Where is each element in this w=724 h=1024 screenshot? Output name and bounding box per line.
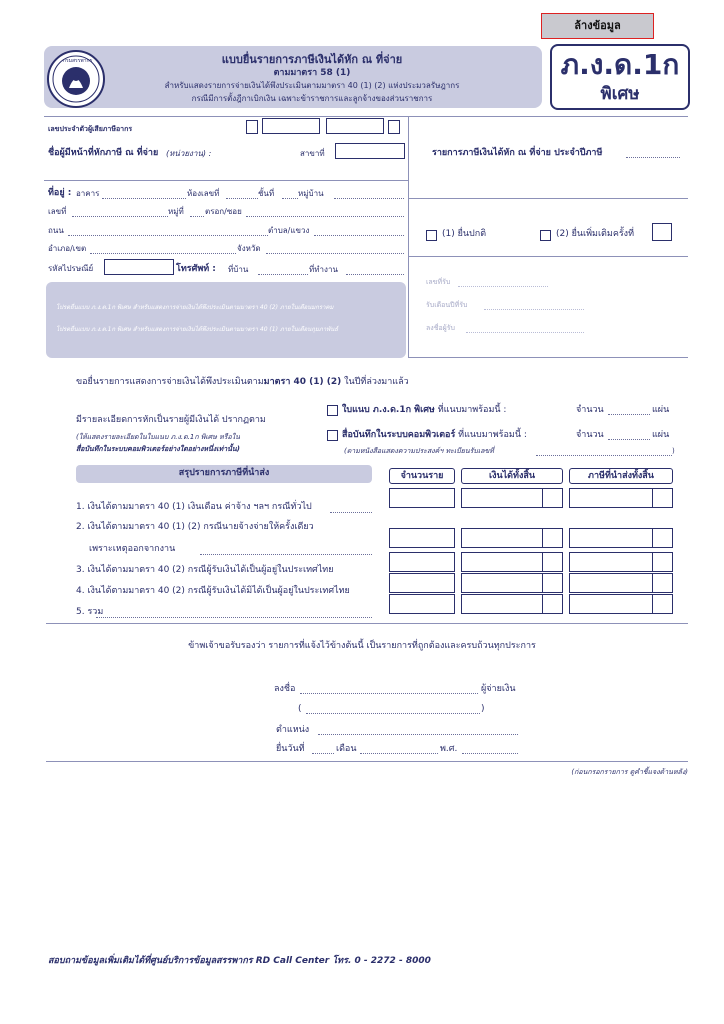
filing-notes-band <box>46 282 406 358</box>
footer-call-center: สอบถามข้อมูลเพิ่มเติมได้ที่ศูนย์บริการข้อมูลสรรพากร RD Call Center โทร. 0 - 2272 - 8000 <box>48 956 431 966</box>
summary-tax-cell[interactable] <box>569 552 673 572</box>
road-label: ถนน <box>48 226 64 235</box>
computer-media-checkbox[interactable] <box>327 430 338 441</box>
tax-id-label: เลขประจำตัวผู้เสียภาษีอากร <box>48 125 133 133</box>
summary-income-cell[interactable] <box>461 552 563 572</box>
branch-input[interactable] <box>335 143 405 159</box>
address-label: ที่อยู่ : <box>48 188 72 198</box>
office-phone-label: ที่ทำงาน <box>309 265 338 274</box>
frame-right-line-1 <box>408 198 688 199</box>
filing-note-1: โปรดยื่นแบบ ภ.ง.ด.1ก พิเศษ สำหรับแสดงการจ่ายเงินได้พึงประเมินตามมาตรา 40 (2) ภายในเดือนมกราคม <box>56 304 334 311</box>
frame-left-line <box>44 180 408 181</box>
media-sheets-field[interactable] <box>608 439 650 440</box>
subdistrict-label: ตำบล/แขวง <box>268 226 310 235</box>
summary-income-cell[interactable] <box>461 594 563 614</box>
additional-filing-count[interactable] <box>652 223 672 241</box>
printed-name-field[interactable] <box>306 713 480 714</box>
payer-name-hint: (หน่วยงาน) : <box>166 149 212 158</box>
office-phone-field[interactable] <box>346 274 404 275</box>
room-field[interactable] <box>226 198 258 199</box>
receipt-number-label: เลขที่รับ <box>426 278 451 286</box>
home-phone-label: ที่บ้าน <box>228 265 249 274</box>
computer-media-label: สื่อบันทึกในระบบคอมพิวเตอร์ ที่แนบมาพร้อมนี้ : <box>342 430 527 440</box>
building-label: อาคาร <box>76 189 100 198</box>
summary-row-label: 2. เงินได้ตามมาตรา 40 (1) (2) กรณีนายจ้างจ่ายให้ครั้งเดียว <box>76 522 314 532</box>
phone-label: โทรศัพท์ : <box>176 264 216 274</box>
additional-filing-label: (2) ยื่นเพิ่มเติมครั้งที่ <box>556 229 635 239</box>
payer-name-label: ชื่อผู้มีหน้าที่หักภาษี ณ ที่จ่าย <box>48 148 159 158</box>
media-amount-label: จำนวน <box>576 430 604 440</box>
frame-bottom-line <box>408 357 688 358</box>
summary-row-label: 1. เงินได้ตามมาตรา 40 (1) เงินเดือน ค่าจ้าง ฯลฯ กรณีทั่วไป <box>76 502 312 512</box>
moo-label: หมู่ที่ <box>168 207 184 216</box>
postcode-input[interactable] <box>104 259 174 275</box>
summary-tax-cell[interactable] <box>569 528 673 548</box>
instruction-note: (ก่อนกรอกรายการ ดูคำชี้แจงด้านหลัง) <box>571 768 688 776</box>
summary-income-cell[interactable] <box>461 488 563 508</box>
received-date-field <box>484 309 584 310</box>
receiver-field <box>466 332 584 333</box>
building-field[interactable] <box>102 198 186 199</box>
logo-text: กรมสรรพากร <box>63 58 93 64</box>
frame-right-line-2 <box>408 256 688 257</box>
certify-top-line <box>46 623 688 624</box>
form-description-1: สำหรับแสดงรายการจ่ายเงินได้พึงประเมินตามมาตรา 40 (1) (2) แห่งประมวลรัษฎากร <box>164 81 460 90</box>
form-code-special: พิเศษ <box>600 84 640 104</box>
frame-divider <box>408 116 409 358</box>
printed-name-close: ) <box>481 704 485 714</box>
summary-row-leader <box>96 617 372 618</box>
form-title: แบบยื่นรายการภาษีเงินได้หัก ณ ที่จ่าย <box>221 53 403 66</box>
printed-name-open: ( <box>298 704 302 714</box>
detail-hint-1: (ให้แสดงรายละเอียดในใบแนบ ภ.ง.ด.1ก พิเศษ หรือใน <box>76 433 240 441</box>
normal-filing-label: (1) ยื่นปกติ <box>442 229 487 239</box>
summary-count-cell[interactable] <box>389 528 455 548</box>
summary-count-cell[interactable] <box>389 488 455 508</box>
summary-count-cell[interactable] <box>389 594 455 614</box>
media-sheets-label: แผ่น <box>652 430 670 440</box>
home-phone-field[interactable] <box>258 274 308 275</box>
additional-filing-checkbox[interactable] <box>540 230 551 241</box>
payer-signature-label: ผู้จ่ายเงิน <box>481 684 516 694</box>
certify-bottom-line <box>46 761 688 762</box>
position-field[interactable] <box>318 734 518 735</box>
detail-statement: มีรายละเอียดการหักเป็นรายผู้มีเงินได้ ปรากฏตาม <box>76 415 266 425</box>
col-tax-header: ภาษีที่นำส่งทั้งสิ้น <box>569 468 673 484</box>
number-label: เลขที่ <box>48 207 67 216</box>
filed-day-field[interactable] <box>312 753 334 754</box>
postcode-label: รหัสไปรษณีย์ <box>48 264 94 273</box>
receipt-number-field <box>458 286 548 287</box>
position-label: ตำแหน่ง <box>276 725 310 735</box>
normal-filing-checkbox[interactable] <box>426 230 437 241</box>
signature-field[interactable] <box>300 693 478 694</box>
summary-tax-cell[interactable] <box>569 488 673 508</box>
filing-note-2: โปรดยื่นแบบ ภ.ง.ด.1ก พิเศษ สำหรับแสดงการจ่ายเงินได้พึงประเมินตามมาตรา 40 (1) ภายในเดือนกุมภาพันธ์ <box>56 326 338 333</box>
floor-label: ชั้นที่ <box>258 189 275 198</box>
receiver-label: ลงชื่อผู้รับ <box>426 324 455 332</box>
province-label: จังหวัด <box>237 244 261 253</box>
floor-field[interactable] <box>282 198 298 199</box>
attachment-sheets-field[interactable] <box>608 414 650 415</box>
form-code: ภ.ง.ด.1ก <box>560 48 680 81</box>
request-statement: ขอยื่นรายการแสดงการจ่ายเงินได้พึงประเมินตามมาตรา 40 (1) (2) ในปีที่ล่วงมาแล้ว <box>76 377 409 387</box>
col-count-header: จำนวนราย <box>389 468 455 484</box>
filed-month-label: เดือน <box>336 744 357 754</box>
summary-income-cell[interactable] <box>461 528 563 548</box>
subdistrict-field[interactable] <box>314 235 404 236</box>
tax-id-input[interactable] <box>246 118 404 133</box>
form-subtitle: ตามมาตรา 58 (1) <box>273 68 351 78</box>
form-description-2: กรณีมีการตั้งฎีกาเบิกเงิน เฉพาะข้าราชการและลูกจ้างของส่วนราชการ <box>191 94 433 103</box>
filed-month-field[interactable] <box>360 753 438 754</box>
tax-year-field[interactable] <box>626 157 680 158</box>
summary-row-label: เพราะเหตุออกจากงาน <box>89 544 176 554</box>
district-field[interactable] <box>90 253 236 254</box>
attachment-amount-label: จำนวน <box>576 405 604 415</box>
summary-row-leader <box>330 512 372 513</box>
detail-hint-2: สื่อบันทึกในระบบคอมพิวเตอร์อย่างใดอย่างหนึ่งเท่านั้น) <box>76 445 240 453</box>
filed-year-field[interactable] <box>462 753 518 754</box>
summary-row-leader <box>200 554 372 555</box>
summary-income-cell[interactable] <box>461 573 563 593</box>
form-code-badge <box>550 44 690 110</box>
number-field[interactable] <box>72 216 168 217</box>
province-field[interactable] <box>266 253 404 254</box>
media-registration-field[interactable] <box>536 455 672 456</box>
moo-field[interactable] <box>190 216 204 217</box>
branch-label: สาขาที่ <box>300 149 325 158</box>
room-label: ห้องเลขที่ <box>187 189 220 198</box>
district-label: อำเภอ/เขต <box>48 244 87 253</box>
village-label: หมู่บ้าน <box>298 189 324 198</box>
summary-title: สรุปรายการภาษีที่นำส่ง <box>178 468 270 478</box>
attachment-form-label: ใบแนบ ภ.ง.ด.1ก พิเศษ ที่แนบมาพร้อมนี้ : <box>342 405 507 415</box>
summary-tax-cell[interactable] <box>569 573 673 593</box>
soi-field[interactable] <box>246 216 404 217</box>
certify-statement: ข้าพเจ้าขอรับรองว่า รายการที่แจ้งไว้ข้างต้นนี้ เป็นรายการที่ถูกต้องและครบถ้วนทุกประการ <box>188 641 536 651</box>
filed-year-label: พ.ศ. <box>440 744 458 754</box>
received-date-label: รับเดือนปีที่รับ <box>426 301 468 309</box>
attachment-form-checkbox[interactable] <box>327 405 338 416</box>
summary-row-label: 3. เงินได้ตามมาตรา 40 (2) กรณีผู้รับเงินได้เป็นผู้อยู่ในประเทศไทย <box>76 565 334 575</box>
frame-top-line <box>44 116 688 117</box>
summary-count-cell[interactable] <box>389 552 455 572</box>
filed-day-label: ยื่นวันที่ <box>276 744 305 754</box>
soi-label: ตรอก/ซอย <box>205 207 242 216</box>
clear-data-button[interactable]: ล้างข้อมูล <box>541 13 654 39</box>
tax-year-label: รายการภาษีเงินได้หัก ณ ที่จ่าย ประจำปีภาษี <box>432 148 603 158</box>
col-income-header: เงินได้ทั้งสิ้น <box>461 468 563 484</box>
summary-count-cell[interactable] <box>389 573 455 593</box>
summary-row-label: 4. เงินได้ตามมาตรา 40 (2) กรณีผู้รับเงินได้มิได้เป็นผู้อยู่ในประเทศไทย <box>76 586 350 596</box>
media-registration-close: ) <box>672 447 675 455</box>
media-registration-hint: (ตามหนังสือแสดงความประสงค์ฯ ทะเบียนรับเลขที่ <box>344 447 494 455</box>
attachment-sheets-label: แผ่น <box>652 405 670 415</box>
village-field[interactable] <box>334 198 404 199</box>
summary-row-label: 5. รวม <box>76 607 104 617</box>
sign-label: ลงชื่อ <box>274 684 296 694</box>
road-field[interactable] <box>68 235 268 236</box>
summary-tax-cell[interactable] <box>569 594 673 614</box>
